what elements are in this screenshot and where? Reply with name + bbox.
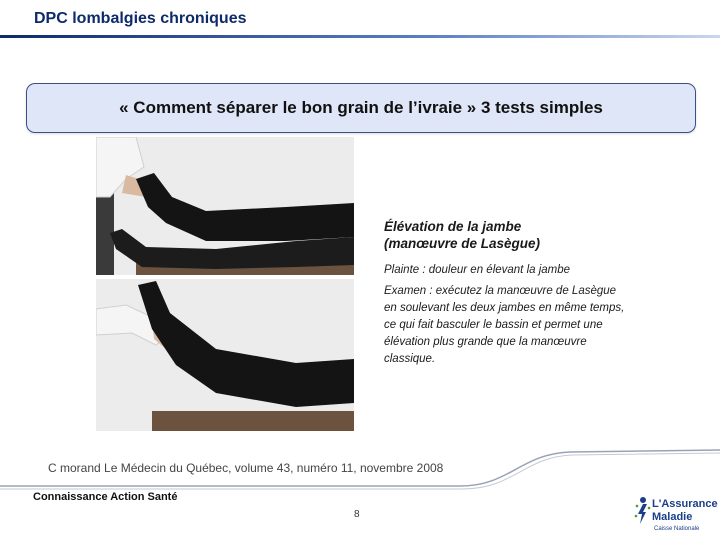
page-number: 8 — [354, 509, 360, 520]
logo-text-line3: Caisse Nationale — [654, 526, 700, 532]
test-description — [384, 218, 634, 368]
logo-text-line2: Maladie — [652, 511, 693, 523]
logo-text-line1: L'Assurance — [652, 498, 718, 510]
test-exam-line2: en soulevant les deux jambes en même temps, — [384, 302, 625, 314]
photo-leg-raise-single — [96, 137, 354, 275]
assurance-maladie-logo — [634, 492, 716, 538]
test-heading-line2: (manœuvre de Lasègue) — [384, 236, 541, 251]
header-divider — [0, 35, 720, 38]
source-citation: C morand Le Médecin du Québec, volume 43, numéro 11, novembre 2008 — [48, 461, 444, 475]
footer-organization: Connaissance Action Santé — [33, 491, 178, 503]
test-heading-line1: Élévation de la jambe — [384, 219, 522, 234]
test-exam-line3: ce qui fait basculer le bassin et permet une — [384, 319, 603, 331]
test-exam-line1: Examen : exécutez la manœuvre de Lasègue — [384, 285, 617, 297]
header-title: DPC lombalgies chroniques — [34, 10, 247, 27]
slide-title: « Comment séparer le bon grain de l’ivraie » 3 tests simples — [119, 98, 603, 117]
photo-leg-raise-both — [96, 279, 354, 431]
test-exam-line4: élévation plus grande que la manœuvre classique. — [384, 336, 587, 365]
test-complaint: Plainte : douleur en élevant la jambe — [384, 264, 571, 276]
slide-title-box — [26, 83, 696, 133]
logo-figure-icon — [634, 496, 652, 526]
footer-swoosh — [0, 446, 720, 496]
